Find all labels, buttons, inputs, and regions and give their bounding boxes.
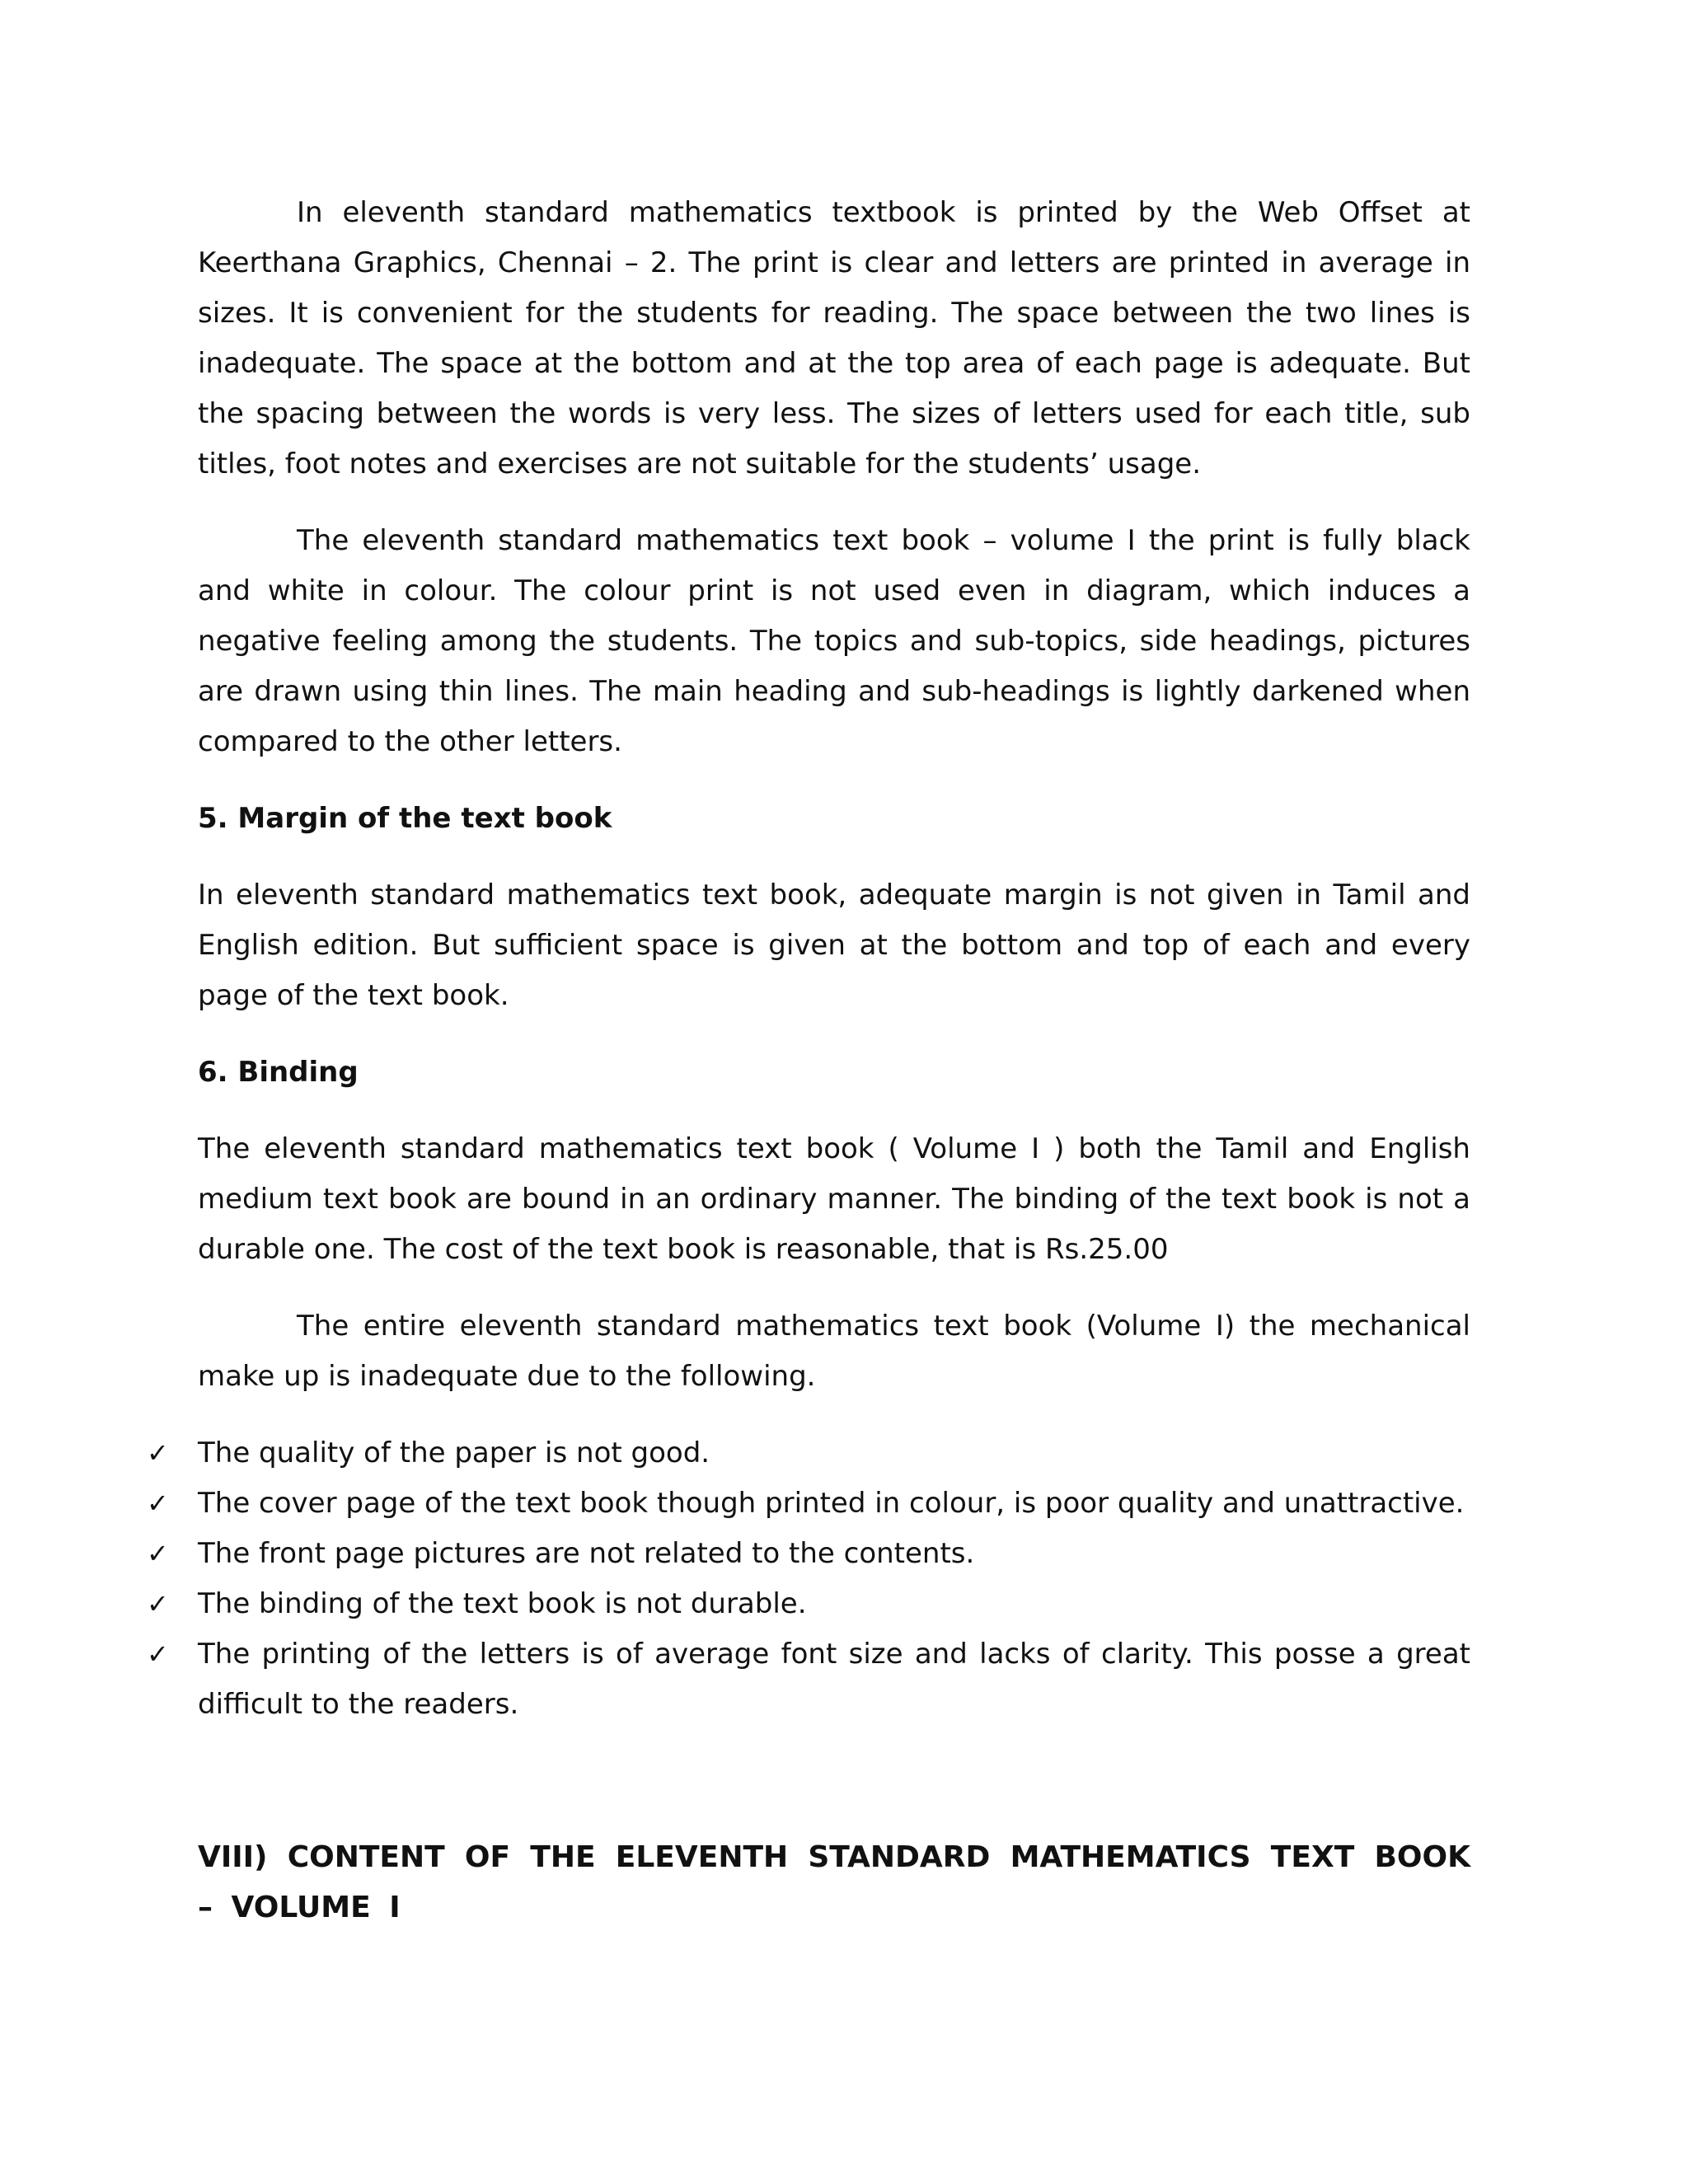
- checkmark-icon: ✓: [147, 1588, 169, 1619]
- binding-section-body: The eleventh standard mathematics text book ( Volume I ) both the Tamil and English medium text book are bound in an ordinary manner. The binding of the text book is not a durable one. The cost of the text book is reasonable, that is Rs.25.00: [198, 1132, 1470, 1266]
- margin-section-body: In eleventh standard mathematics text book, adequate margin is not given in Tamil and English edition. But sufficient space is given at the bottom and top of each and every page of the text book.: [198, 879, 1470, 1012]
- checkmark-icon: ✓: [147, 1488, 169, 1519]
- checklist-item: [147, 1479, 1470, 1529]
- checklist-item-text: The front page pictures are not related to the contents.: [198, 1537, 975, 1570]
- checklist-item: [147, 1529, 1470, 1579]
- checkmark-icon: ✓: [147, 1638, 169, 1670]
- mechanical-makeup-paragraph: The entire eleventh standard mathematics text book (Volume I) the mechanical make up is inadequate due to the following.: [198, 1310, 1470, 1393]
- paragraph-print-quality: In eleventh standard mathematics textbook is printed by the Web Offset at Keerthana Graphics, Chennai – 2. The print is clear and letters are printed in average in sizes. It is convenient for the students for reading. The space between the two lines is inadequate. The space at the bottom and at the top area of each page is adequate. But the spacing between the words is very less. The sizes of letters used for each title, sub titles, foot notes and exercises are not suitable for the students’ usage.: [198, 196, 1470, 480]
- margin-section-heading: 5. Margin of the text book: [198, 802, 612, 835]
- checklist-item-text: The binding of the text book is not durable.: [198, 1587, 807, 1620]
- checklist-item-text: The quality of the paper is not good.: [198, 1436, 710, 1469]
- checklist-item: [147, 1428, 1470, 1479]
- checkmark-icon: ✓: [147, 1538, 169, 1569]
- binding-section-heading: 6. Binding: [198, 1056, 359, 1089]
- checklist: [147, 1428, 1470, 1730]
- checklist-item-text: The printing of the letters is of average font size and lacks of clarity. This posse a great difficult to the readers.: [198, 1638, 1470, 1721]
- chapter-heading: VIII) CONTENT OF THE ELEVENTH STANDARD MATHEMATICS TEXT BOOK – VOLUME I: [198, 1840, 1470, 1924]
- text-column: [147, 188, 1470, 1933]
- checklist-item-text: The cover page of the text book though printed in colour, is poor quality and unattractive.: [198, 1487, 1465, 1520]
- checklist-item: [147, 1579, 1470, 1629]
- checkmark-icon: ✓: [147, 1437, 169, 1469]
- paragraph-colour: The eleventh standard mathematics text book – volume I the print is fully black and white in colour. The colour print is not used even in diagram, which induces a negative feeling among the students. The topics and sub-topics, side headings, pictures are drawn using thin lines. The main heading and sub-headings is lightly darkened when compared to the other letters.: [198, 524, 1470, 758]
- checklist-item: [147, 1629, 1470, 1730]
